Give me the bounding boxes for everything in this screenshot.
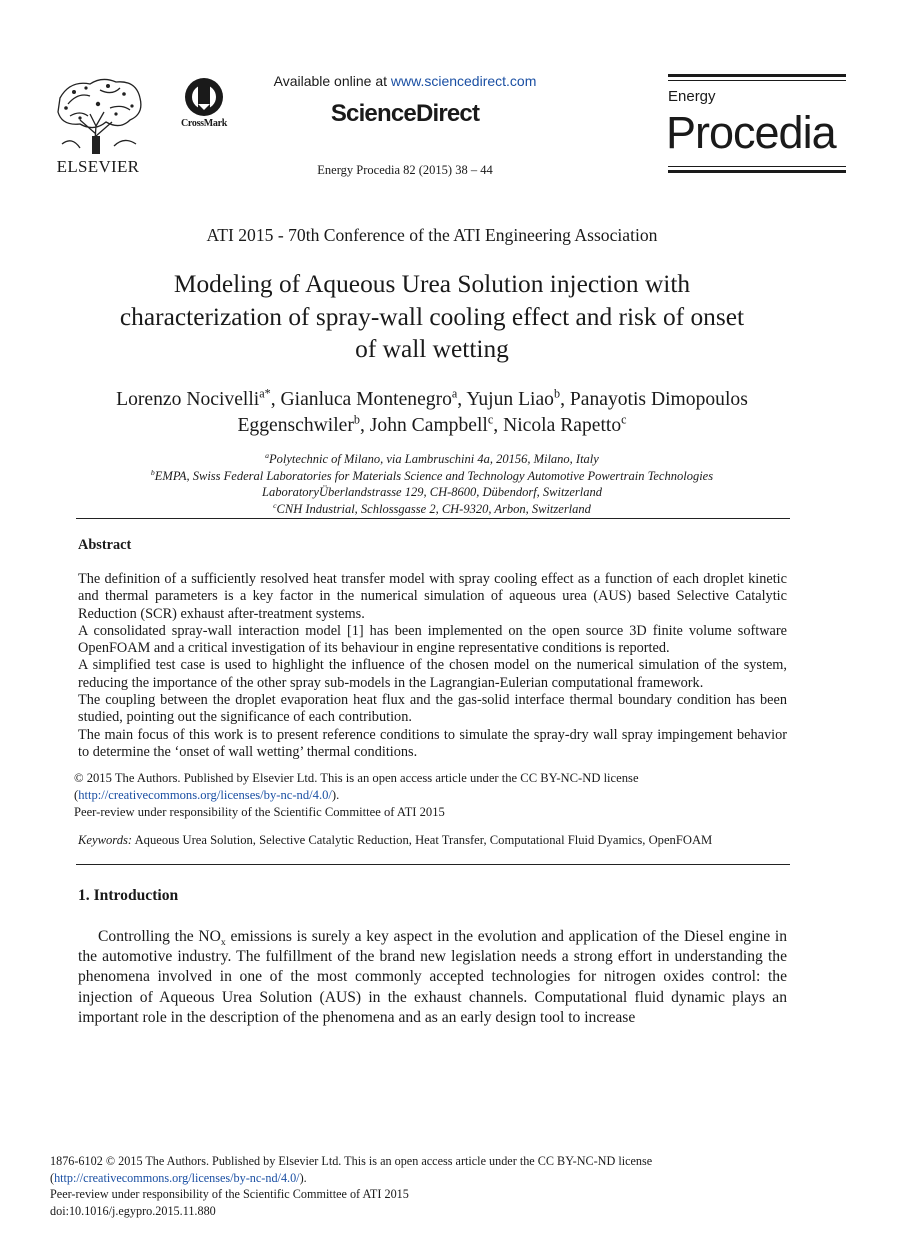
author-sup: a* — [259, 386, 271, 401]
logo-top-rule-2 — [668, 80, 846, 81]
author-sup: a — [451, 386, 458, 401]
abstract-copyright — [74, 770, 788, 820]
logo-top-rule-1 — [668, 74, 846, 77]
peer-review-line: Peer-review under responsibility of the Scientific Committee of ATI 2015 — [74, 804, 445, 819]
affiliation-text: Polytechnic of Milano, via Lambruschini 4a, 20156, Milano, Italy — [269, 452, 599, 466]
abstract-paragraph: The main focus of this work is to present reference conditions to simulate the spray-dry wall spray impingement behavior to determine the ‘onset of wall wetting’ thermal conditions. — [78, 726, 787, 760]
author-name: Lorenzo Nocivelli — [116, 389, 260, 410]
affiliation-c — [0, 501, 864, 518]
copyright-line: © 2015 The Authors. Published by Elsevier Ltd. This is an open access article under the CC BY-NC-ND license — [74, 771, 639, 785]
footer — [50, 1153, 810, 1219]
affiliation-sup: c — [273, 500, 277, 510]
affiliation-text: EMPA, Swiss Federal Laboratories for Materials Science and Technology Automotive Powertrain Technologies — [154, 468, 714, 483]
footer-license-link[interactable]: http://creativecommons.org/licenses/by-nc-nd/4.0/ — [54, 1170, 300, 1185]
journal-citation: Energy Procedia 82 (2015) 38 – 44 — [317, 163, 493, 177]
sciencedirect-link[interactable]: www.sciencedirect.com — [390, 73, 537, 89]
title-line-2: characterization of spray-wall cooling effect and risk of onset — [119, 302, 745, 331]
keywords-list: Aqueous Urea Solution, Selective Catalytic Reduction, Heat Transfer, Computational Fluid Dyamics, OpenFOAM — [132, 833, 713, 847]
abstract-paragraph: The definition of a sufficiently resolved heat transfer model with spray cooling effect as a function of each droplet kinetic and thermal parameters is a key factor in the numerical simulation of aqueous urea (AUS) based Selective Catalytic Reduction (SCR) exhaust after-treatment systems. — [78, 571, 787, 622]
footer-license-open: ( — [50, 1170, 55, 1185]
logo-bottom-rule-1 — [668, 166, 846, 167]
author-name: Panayotis Dimopoulos — [569, 389, 748, 410]
energy-procedia-logo — [668, 74, 846, 178]
footer-doi: doi:10.1016/j.egypro.2015.11.880 — [50, 1203, 216, 1218]
author-sep: , — [560, 389, 570, 410]
available-text: Available online at — [273, 73, 391, 89]
affiliation-text: CNH Industrial, Schlossgasse 2, CH-9320, Arbon, Switzerland — [276, 501, 591, 516]
abstract-body — [78, 571, 787, 761]
author-name: Nicola Rapetto — [503, 415, 622, 436]
intro-text: Controlling the NO — [98, 928, 221, 945]
elsevier-tree-icon — [50, 74, 146, 156]
author-sup: c — [621, 412, 627, 427]
affiliation-a — [0, 451, 864, 468]
footer-license-line — [50, 1170, 810, 1187]
affiliation-sup: a — [265, 450, 270, 460]
author-sup: b — [353, 412, 360, 427]
footer-issn-line: 1876-6102 © 2015 The Authors. Published by Elsevier Ltd. This is an open access article under the CC BY-NC-ND license — [50, 1154, 653, 1168]
author-sep: , — [493, 415, 504, 436]
journal-name-small: Energy — [668, 88, 716, 105]
journal-name-big: Procedia — [666, 107, 836, 158]
logo-bottom-rule-2 — [668, 170, 846, 173]
author-sep: , — [270, 389, 281, 410]
affiliation-b-cont — [0, 484, 864, 501]
footer-license-close: ). — [299, 1170, 307, 1185]
intro-paragraph — [78, 927, 787, 1028]
affiliation-text: LaboratoryÜberlandstrasse 129, CH-8600, Dübendorf, Switzerland — [262, 485, 602, 499]
license-line — [74, 787, 788, 804]
title-line-3: of wall wetting — [355, 335, 509, 363]
conference-name: ATI 2015 - 70th Conference of the ATI Engineering Association — [206, 225, 658, 245]
crossmark-icon — [176, 76, 232, 120]
paper-title — [0, 268, 864, 366]
intro-text: emissions is surely a key aspect in the evolution and application of the Diesel engine in the automotive industry. The fulfillment of the brand new legislation needs a strong effort in understanding the phenomena involved in one of the most commonly accepted technologies for nitrogen oxides control: the injection of Aqueous Urea Solution (AUS) in the exhaust channels. Computational fluid dynamic plays an important role in the description of the phenomena and as an early design tool to increase — [78, 928, 787, 1026]
sciencedirect-wordmark: ScienceDirect — [330, 100, 480, 127]
affiliations — [0, 451, 864, 517]
keywords — [78, 833, 792, 848]
author-sup: c — [487, 412, 494, 427]
crossmark-label: CrossMark — [180, 118, 227, 129]
license-link[interactable]: http://creativecommons.org/licenses/by-nc-nd/4.0/ — [78, 787, 332, 802]
elsevier-logo — [50, 74, 146, 178]
author-name: John Campbell — [369, 415, 488, 436]
abstract-heading: Abstract — [78, 537, 132, 553]
title-line-1: Modeling of Aqueous Urea Solution injection with — [173, 270, 691, 298]
section-heading-introduction: 1. Introduction — [78, 887, 179, 904]
author-name: Yujun Liao — [466, 389, 554, 410]
intro-subscript: x — [220, 937, 226, 949]
author-sep: , — [457, 389, 467, 410]
abstract-bottom-rule — [76, 864, 790, 865]
author-line-2 — [0, 413, 864, 439]
available-online — [240, 73, 570, 89]
footer-peer-review: Peer-review under responsibility of the Scientific Committee of ATI 2015 — [50, 1187, 409, 1202]
abstract-paragraph: The coupling between the droplet evaporation heat flux and the gas-solid interface thermal boundary condition has been studied, pointing out the significance of each contribution. — [78, 692, 787, 726]
affiliation-sup: b — [150, 467, 155, 477]
abstract-paragraph: A simplified test case is used to highlight the influence of the chosen model on the numerical simulation of the system, reducing the importance of the other spray sub-models in the Lagrangian-Eulerian computational framework. — [78, 657, 787, 691]
keywords-label: Keywords: — [78, 833, 133, 847]
author-list — [0, 387, 864, 439]
author-sep: , — [359, 415, 370, 436]
author-sup: b — [553, 386, 561, 401]
author-name: Eggenschwiler — [237, 415, 354, 436]
author-line-1 — [0, 387, 864, 413]
license-close: ). — [331, 787, 340, 802]
abstract-top-rule — [76, 518, 790, 519]
affiliation-b — [0, 468, 864, 485]
publisher-name: ELSEVIER — [56, 157, 140, 176]
crossmark-logo[interactable] — [176, 76, 232, 132]
author-name: Gianluca Montenegro — [280, 389, 452, 410]
abstract-paragraph: A consolidated spray-wall interaction model [1] has been implemented on the open source 3D finite volume software OpenFOAM and a critical investigation of its behaviour in engine representative conditions is reported. — [78, 622, 787, 657]
license-open: ( — [74, 787, 79, 802]
